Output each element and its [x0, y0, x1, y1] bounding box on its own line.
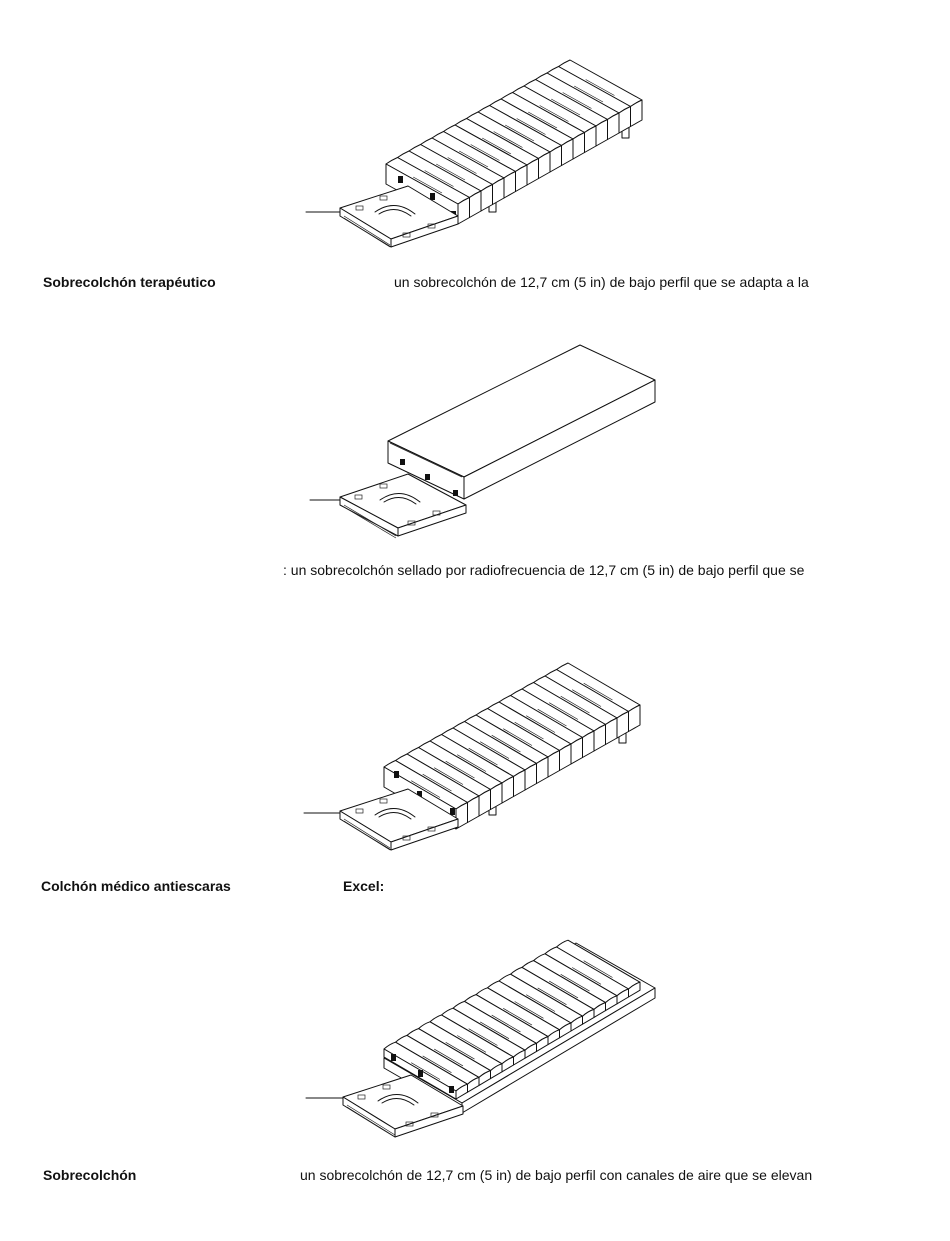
section-2-description: : un sobrecolchón sellado por radiofrecuencia de 12,7 cm (5 in) de bajo perfil que se — [283, 562, 805, 578]
section-3-heading: Colchón médico antiescaras — [41, 878, 231, 894]
connector-port — [418, 1070, 423, 1077]
section-4-heading: Sobrecolchón — [43, 1167, 137, 1183]
section-1-heading: Sobrecolchón terapéutico — [43, 274, 216, 290]
connector-port — [449, 1086, 454, 1093]
connector-port — [391, 1054, 396, 1061]
section-4-description: un sobrecolchón de 12,7 cm (5 in) de bajo perfil con canales de aire que se elevan — [300, 1167, 813, 1183]
section-1-description: un sobrecolchón de 12,7 cm (5 in) de bajo perfil que se adapta a la — [394, 274, 809, 290]
section-3-description: Excel: — [343, 878, 385, 894]
